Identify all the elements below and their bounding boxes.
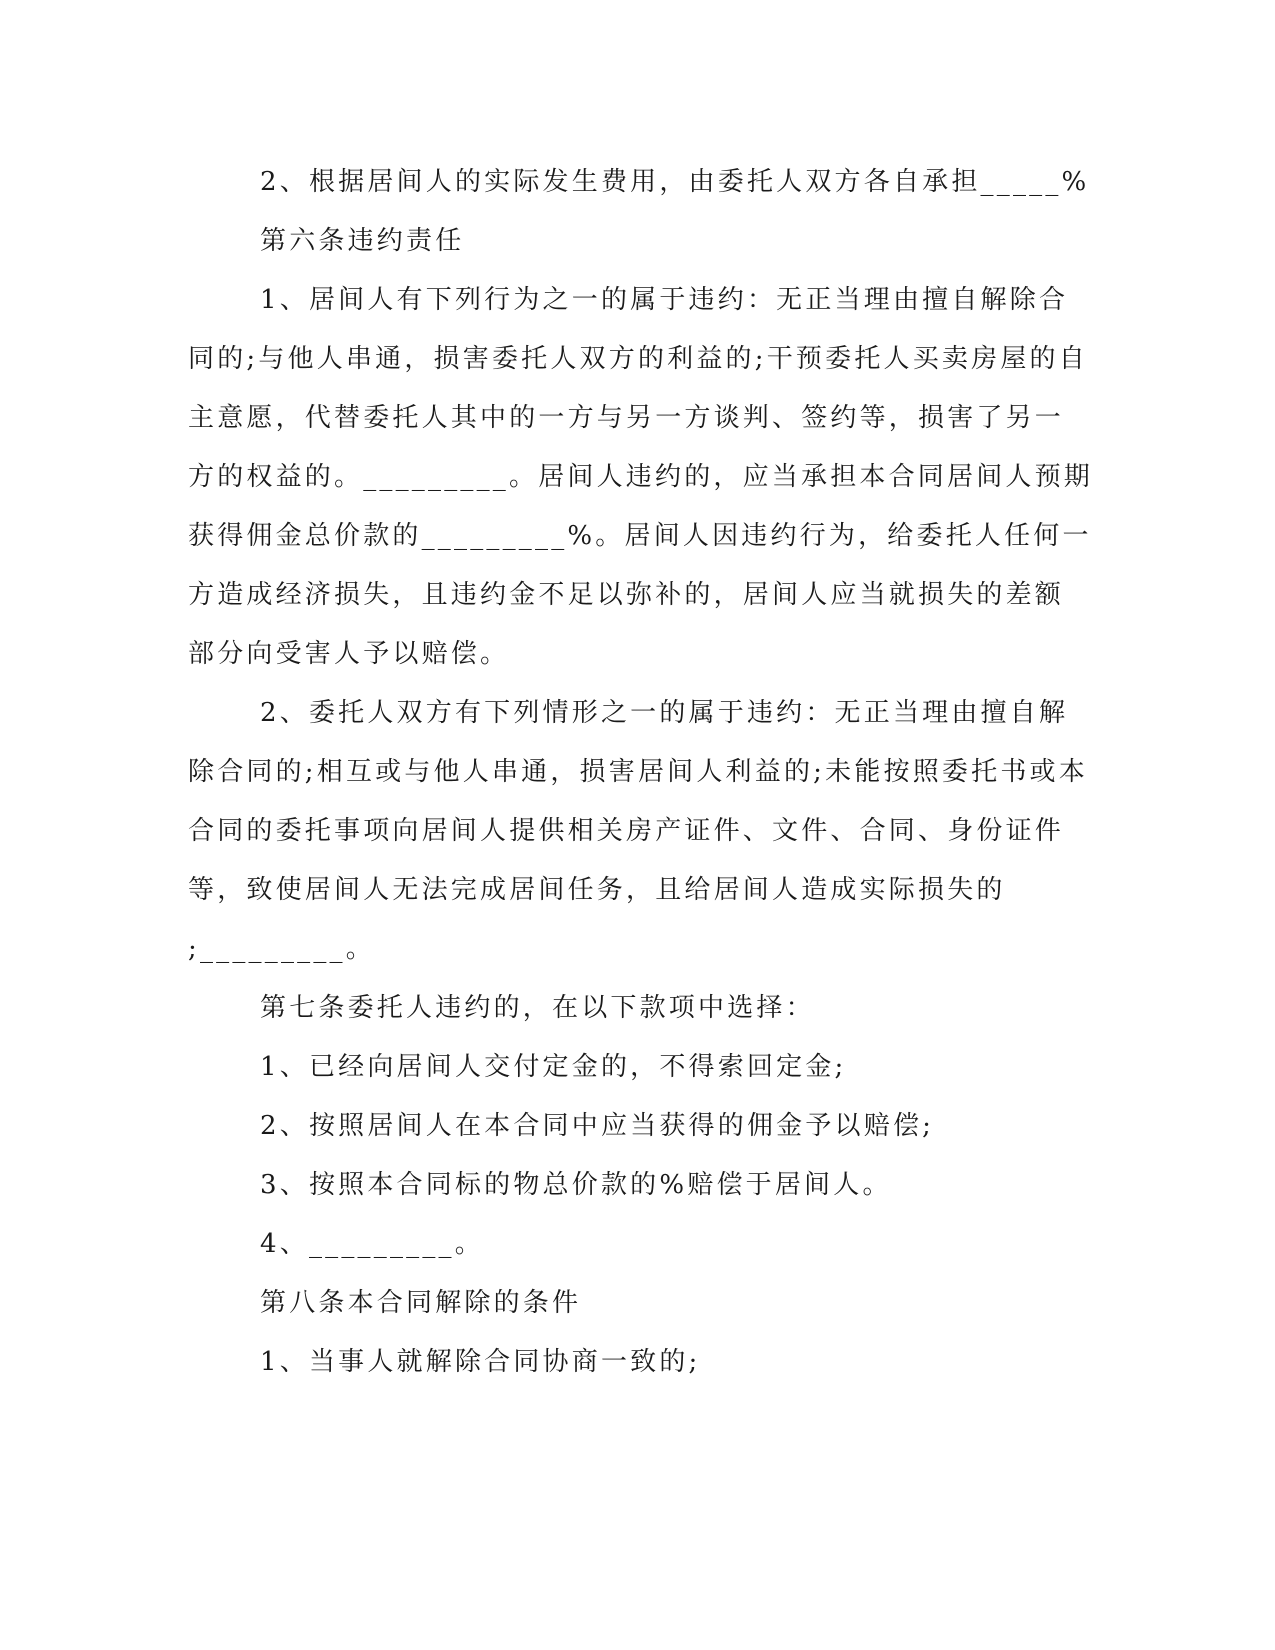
article-6-item-1-line-2: 同的;与他人串通，损害委托人双方的利益的;干预委托人买卖房屋的自 — [188, 344, 1088, 374]
article-6-item-1-line-4: 方的权益的。_________。居间人违约的，应当承担本合同居间人预期 — [188, 462, 1094, 492]
article-6-item-2-line-1: 2、委托人双方有下列情形之一的属于违约：无正当理由擅自解 — [260, 698, 1069, 728]
article-6-heading: 第六条违约责任 — [260, 226, 465, 256]
article-6-item-2-line-4: 等，致使居间人无法完成居间任务，且给居间人造成实际损失的 — [188, 875, 1006, 905]
article-7-item-2: 2、按照居间人在本合同中应当获得的佣金予以赔偿; — [260, 1111, 935, 1141]
article-6-item-1-line-5: 获得佣金总价款的_________%。居间人因违约行为，给委托人任何一 — [188, 521, 1092, 551]
article-6-item-1-line-3: 主意愿，代替委托人其中的一方与另一方谈判、签约等，损害了另一 — [188, 403, 1065, 433]
article-6-item-2-line-2: 除合同的;相互或与他人串通，损害居间人利益的;未能按照委托书或本 — [188, 757, 1088, 787]
clause-5-item-2: 2、根据居间人的实际发生费用，由委托人双方各自承担_____% — [260, 167, 1090, 197]
article-7-item-1: 1、已经向居间人交付定金的，不得索回定金; — [260, 1052, 847, 1082]
article-6-item-1-line-6: 方造成经济损失，且违约金不足以弥补的，居间人应当就损失的差额 — [188, 580, 1065, 610]
article-6-item-2-line-5: ;_________。 — [188, 934, 375, 964]
article-6-item-2-line-3: 合同的委托事项向居间人提供相关房产证件、文件、合同、身份证件 — [188, 816, 1065, 846]
article-6-item-1-line-7: 部分向受害人予以赔偿。 — [188, 639, 510, 669]
article-7-heading: 第七条委托人违约的，在以下款项中选择： — [260, 993, 815, 1023]
article-7-item-3: 3、按照本合同标的物总价款的%赔偿于居间人。 — [260, 1170, 892, 1200]
article-8-item-1: 1、当事人就解除合同协商一致的; — [260, 1347, 701, 1377]
article-7-item-4: 4、_________。 — [260, 1229, 484, 1259]
article-8-heading: 第八条本合同解除的条件 — [260, 1288, 582, 1318]
article-6-item-1-line-1: 1、居间人有下列行为之一的属于违约：无正当理由擅自解除合 — [260, 285, 1069, 315]
